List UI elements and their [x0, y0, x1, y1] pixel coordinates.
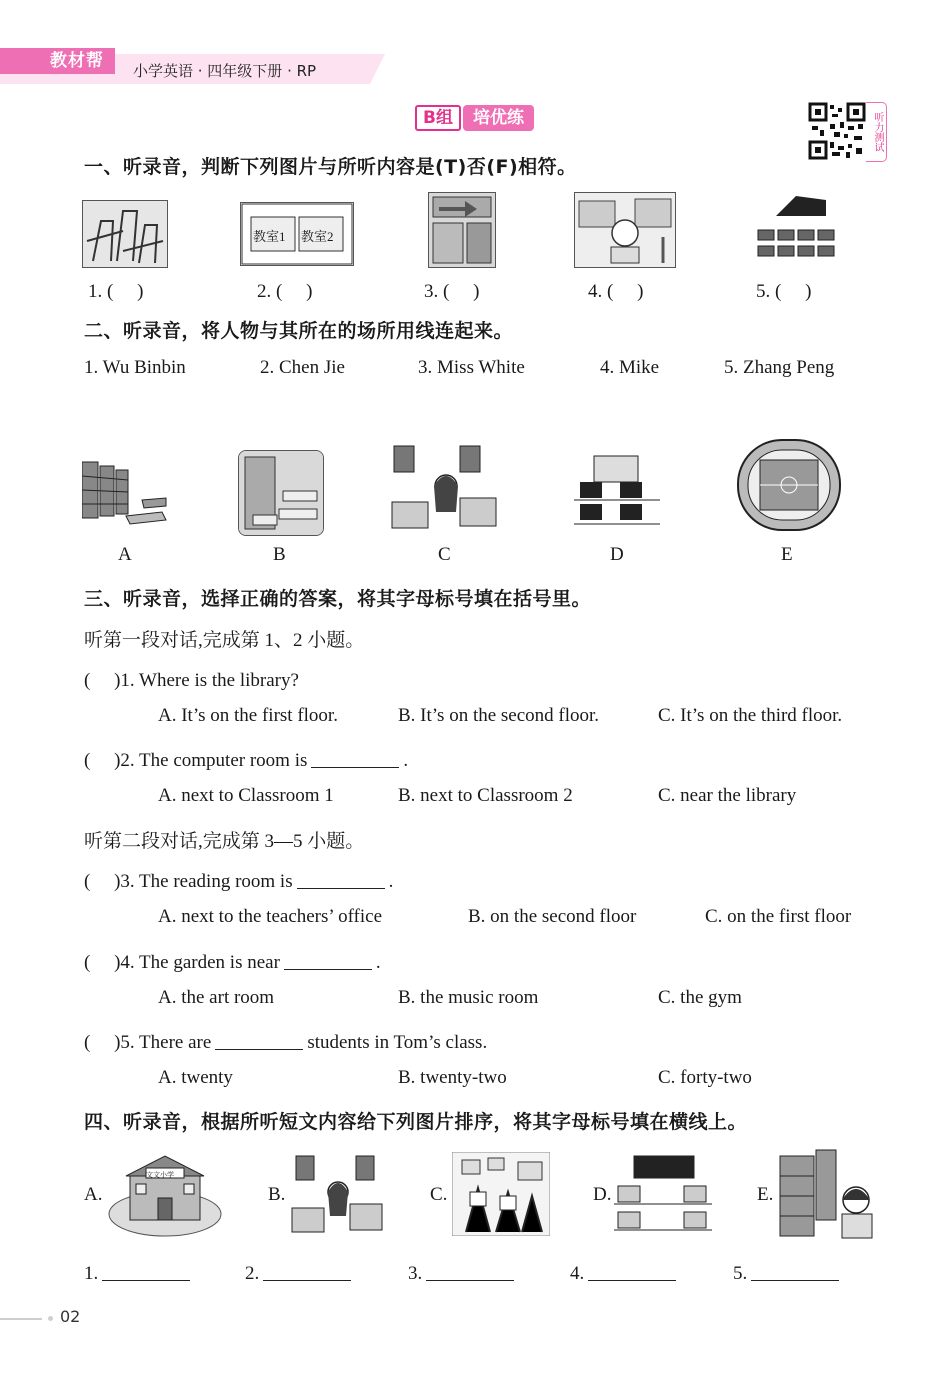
s2-letter-c: C — [438, 544, 451, 565]
s1-item-2: 2. ( ) — [257, 281, 313, 302]
q3-stem: ( )3. The reading room is — [84, 871, 293, 892]
answer-3-blank[interactable] — [426, 1279, 514, 1281]
brand-label: 教材帮 — [0, 48, 115, 74]
q5-line — [84, 1027, 487, 1054]
q4-end: . — [375, 952, 381, 973]
q1-option-c: C. It’s on the third floor. — [658, 705, 843, 726]
answer-5-num: 5. — [733, 1263, 748, 1284]
section2-title: 二、听录音，将人物与其所在的场所用线连起来。 — [84, 320, 514, 342]
s4-letter-b: B. — [268, 1184, 286, 1205]
s2-name-5: 5. Zhang Peng — [724, 357, 835, 378]
building-pic — [428, 192, 496, 268]
library-pic — [82, 460, 168, 532]
s4-letter-e: E. — [757, 1184, 774, 1205]
q4-line — [84, 947, 381, 974]
q5-end: students in Tom’s class. — [307, 1032, 488, 1053]
reading-girl-pic — [574, 192, 676, 268]
s2-name-1: 1. Wu Binbin — [84, 357, 186, 378]
group-label: B组 — [415, 105, 461, 131]
q4-stem: ( )4. The garden is near — [84, 952, 280, 973]
computer-room-student-pic — [290, 1152, 386, 1236]
group-badge — [415, 104, 534, 132]
piano-chairs-pic — [756, 190, 836, 268]
q5-option-c: C. forty-two — [658, 1067, 752, 1088]
q3-option-b: B. on the second floor — [468, 906, 637, 927]
playground-pic — [736, 438, 842, 532]
s2-name-2: 2. Chen Jie — [260, 357, 345, 378]
s1-item-3: 3. ( ) — [424, 281, 480, 302]
q2-end: . — [403, 750, 409, 771]
s2-letter-b: B — [273, 544, 286, 565]
s3-part2: 听第二段对话,完成第 3—5 小题。 — [84, 831, 365, 852]
classroom1-label: 教室1 — [253, 229, 286, 244]
answer-2-num: 2. — [245, 1263, 260, 1284]
q3-line — [84, 866, 393, 893]
q4-blank[interactable] — [284, 968, 372, 970]
q3-option-c: C. on the first floor — [705, 906, 852, 927]
classroom2-label: 教室2 — [301, 229, 334, 244]
answer-1-blank[interactable] — [102, 1279, 190, 1281]
s4-letter-d: D. — [593, 1184, 612, 1205]
s4-letter-a: A. — [84, 1184, 103, 1205]
classroom-pic — [238, 450, 324, 536]
s4-letter-c: C. — [430, 1184, 448, 1205]
q5-blank[interactable] — [215, 1048, 303, 1050]
s2-name-4: 4. Mike — [600, 357, 660, 378]
answer-2 — [245, 1263, 355, 1285]
s1-item-1: 1. ( ) — [88, 281, 144, 302]
answer-4 — [570, 1263, 680, 1285]
q2-option-a: A. next to Classroom 1 — [158, 785, 334, 806]
s2-name-3: 3. Miss White — [418, 357, 525, 378]
answer-5-blank[interactable] — [751, 1279, 839, 1281]
answer-4-blank[interactable] — [588, 1279, 676, 1281]
answer-1-num: 1. — [84, 1263, 99, 1284]
s1-item-4: 4. ( ) — [588, 281, 644, 302]
school-building-pic — [106, 1154, 224, 1240]
q2-option-b: B. next to Classroom 2 — [398, 785, 573, 806]
section1-title: 一、听录音，判断下列图片与所听内容是(T)否(F)相符。 — [84, 156, 577, 178]
q2-blank[interactable] — [311, 766, 399, 768]
q5-option-b: B. twenty-two — [398, 1067, 507, 1088]
answer-1 — [84, 1263, 194, 1285]
footer-dot — [48, 1316, 53, 1321]
library-girl-pic — [778, 1146, 880, 1242]
qr-code-icon[interactable] — [808, 102, 866, 160]
footer-line — [0, 1318, 42, 1320]
group-subtitle: 培优练 — [463, 105, 534, 131]
q5-option-a: A. twenty — [158, 1067, 233, 1088]
q3-end: . — [388, 871, 394, 892]
q5-stem: ( )5. There are — [84, 1032, 212, 1053]
book-title: 小学英语 · 四年级下册 · RP — [133, 62, 317, 80]
computer-lab-pic — [614, 1154, 712, 1238]
art-room-pic — [452, 1152, 550, 1236]
answer-5 — [733, 1263, 843, 1285]
s3-part1: 听第一段对话,完成第 1、2 小题。 — [84, 630, 365, 651]
q4-option-c: C. the gym — [658, 987, 742, 1008]
section4-title: 四、听录音，根据所听短文内容给下列图片排序，将其字母标号填在横线上。 — [84, 1111, 748, 1133]
school-sign: 文文小学 — [146, 1171, 174, 1179]
page-number: 02 — [60, 1307, 81, 1326]
answer-3 — [408, 1263, 518, 1285]
chairs-pic — [82, 200, 168, 268]
answer-3-num: 3. — [408, 1263, 423, 1284]
s1-item-5: 5. ( ) — [756, 281, 812, 302]
q2-stem: ( )2. The computer room is — [84, 750, 308, 771]
q4-option-b: B. the music room — [398, 987, 539, 1008]
s2-letter-d: D — [610, 544, 624, 565]
q2-option-c: C. near the library — [658, 785, 797, 806]
q3-option-a: A. next to the teachers’ office — [158, 906, 383, 927]
computer-room-pic — [574, 452, 660, 530]
s2-letter-a: A — [118, 544, 132, 565]
answer-4-num: 4. — [570, 1263, 585, 1284]
q1-option-b: B. It’s on the second floor. — [398, 705, 600, 726]
s2-letter-e: E — [781, 544, 793, 565]
q3-blank[interactable] — [297, 887, 385, 889]
q1-option-a: A. It’s on the first floor. — [158, 705, 338, 726]
q1-stem: ( )1. Where is the library? — [84, 670, 299, 691]
q2-line — [84, 745, 408, 772]
answer-2-blank[interactable] — [263, 1279, 351, 1281]
computer-room-girl-pic — [390, 442, 500, 532]
qr-tab-label: 听力测试 — [866, 102, 887, 162]
section3-title: 三、听录音，选择正确的答案，将其字母标号填在括号里。 — [84, 588, 592, 610]
q4-option-a: A. the art room — [158, 987, 275, 1008]
